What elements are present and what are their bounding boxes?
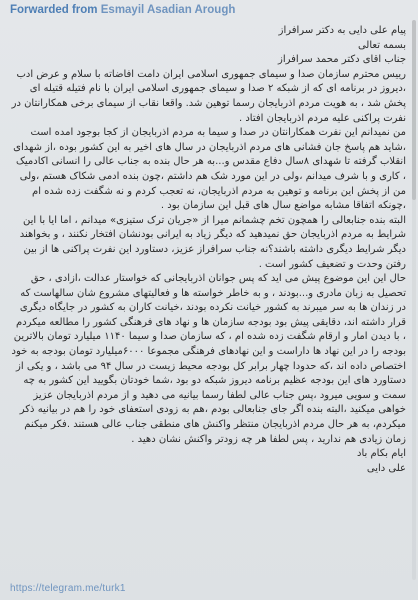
forwarded-from-header[interactable] <box>10 4 235 16</box>
message-paragraph: بسمه تعالی <box>357 39 406 51</box>
forward-author[interactable]: Esmayil Asadian Arough <box>100 4 236 16</box>
message-paragraph: حال این این موضوع پیش می اید که پس جوانان اذربایجانی که خواستار عدالت ،ازادی ، حق تحصیل به زبان مادری و...بودند ، و به خاطر خواسته ها و فعالیتهای مشروع شان سالهاست که در زندان ها به سر میبرند به کشور خیانت نکرده بودند ،خیانت کاران به کشور در جایگاه دیگری قرار داشته اند، دقایقی پیش بود بودجه سازمان ها و نهاد های فرهنگی کشور را مطالعه میکردم ، با دیدن امار و ارقام شگفت زده شده ام ، که سازمان صدا و سیما ۱۱۴۰ میلیارد تومان بالاترین بودجه را در این نهاد ها داراست و این نهادهای فرهنگی مجموعا ۶۰۰۰میلیارد تومان بودجه به خود اختصاص داده اند ،که حدودا چهار برابر کل بودجه محیط زیست در سال ۹۴ می باشد ، و یکی از دستاورد های این بودجه عظیم برنامه دیروز شبکه دو بود ،شما خودتان بگویید این کشور به چه سمت و سویی میرود ،پس جناب عالی لطفا رسما بیانیه می دهید و از مردم اذربایجان عزیز خواهی میکنید ،البته بنده اگر جای جنابعالی بودم ،هم به زودی استعفای خود را هم در بیانیه ذکر میکردم، به هر حال مردم اذربایجان منتظر واکنش های منطقی جناب عالی هستند .فکر میکنم زمان زیادی هم ندارید ، پس لطفا هر چه زودتر واکنش نشان دهید . <box>11 273 406 445</box>
message-paragraph: جناب اقای دکتر محمد سرافراز <box>278 54 406 66</box>
message-body <box>10 24 406 578</box>
message-title: پیام علی دایی به دکتر سرافراز <box>278 25 406 36</box>
scrollbar-thumb[interactable] <box>412 20 416 200</box>
message-paragraph: البته بنده جنابعالی را همچون تخم چشمانم میرا از «جریان ترک ستیزی» میدانم ، اما ایا با این شرایط به مردم اذربایجان حق نمیدهید که دیگر زیاد به ایرانی بودنشان افتخار نکنند ، و بخواهند دیگر شرایط دیگری داشته باشند؟نه جناب سرافراز عزیز، دستاورد این نفرت پراکنی ها از بین رفتن وحدت و تضعیف کشور است . <box>19 214 406 270</box>
telegram-channel-link[interactable]: https://telegram.me/turk1 <box>10 583 126 594</box>
scrollbar[interactable] <box>412 20 416 580</box>
message-closing: ایام بکام باد <box>357 448 406 460</box>
message-paragraph: رییس محترم سازمان صدا و سیمای جمهوری اسلامی ایران دامت افاضاته با سلام و عرض ادب ،دیروز در برنامه ای که از شبکه ۲ صدا و سیمای جمهوری اسلامی ایران با نام فتیله قتیله ای پخش شد ، به هویت مردم اذربایجان رسما توهین شد. واقعا نقاب از سیمای برخی همکارانتان در نفرت پراکنی علیه مردم اذربایجان افتاد . <box>11 68 406 124</box>
message-paragraph: من نمیدانم این نفرت همکارانتان در صدا و سیما به مردم اذربایجان از کجا بوجود امده است ،شاید هم پاسخ جان فشانی های مردم اذربایجان در سال های اخیر به این کشور بوده ،از شهدای انقلاب گرفته تا شهدای ۸سال دفاع مقدس و...به هر حال بنده به جناب عالی را انسانی اکادمیک ، کاری و با شرف میدانم ،ولی در این مورد شک هم داشتم ،چون بنده ادمی شکاک هستم ،ولی من از پخش این برنامه و توهین به مردم اذربایجان، نه تعجب کردم و نه شگفت زده شده ام ،چونکه اتفاقا مشابه مواضع سال های قبل این سازمان بود . <box>13 127 406 212</box>
forward-prefix: Forwarded from <box>10 4 98 16</box>
message-signature: علی دایی <box>366 462 406 474</box>
